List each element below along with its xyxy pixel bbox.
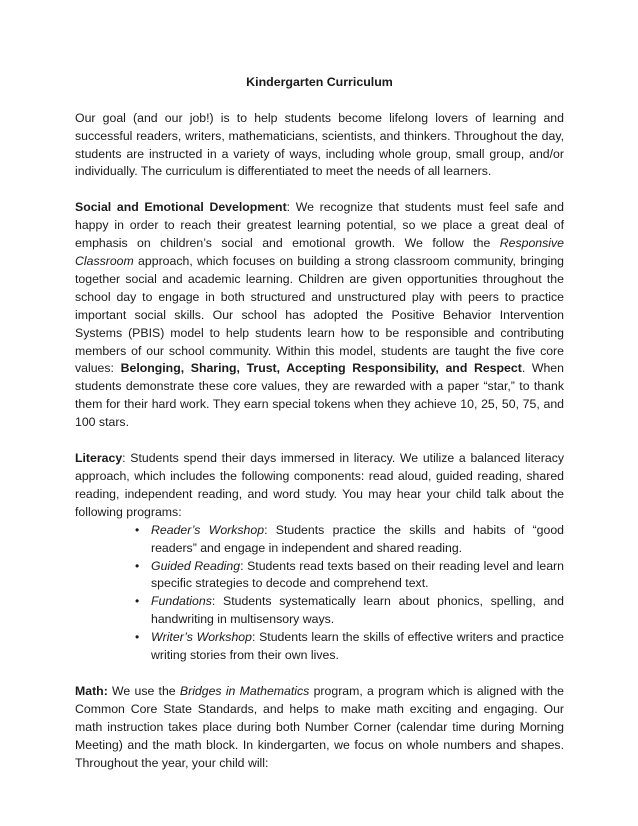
list-item	[135, 558, 564, 594]
bridges-program-term: Bridges in Mathematics	[179, 683, 310, 698]
program-description: : Students practice the skills and habits of “good readers” and engage in independent and shared reading.	[151, 522, 565, 555]
bullet-icon: •	[135, 522, 140, 537]
math-text-1: We use the	[107, 683, 180, 698]
social-emotional-paragraph	[75, 199, 564, 432]
social-text-3: . When students demonstrate these core values, they are rewarded with a paper “star,” to thank them for their hard work. They earn special tokens when they achieve 10, 25, 50, 75, and 100 stars.	[75, 361, 564, 430]
bullet-icon: •	[135, 558, 140, 573]
literacy-paragraph	[75, 450, 564, 522]
program-name: Guided Reading	[151, 558, 241, 573]
math-text-2: program, a program which is aligned with the Common Core State Standards, and helps to make math exciting and engaging. Our math instruction takes place during both Number Corner (calendar time during Morning Meeting) and the math block. In kindergarten, we focus on whole numbers and shapes. Throughout the year, your child will:	[75, 683, 565, 770]
literacy-text: : Students spend their days immersed in literacy. We utilize a balanced literacy approach, which includes the following components: read aloud, guided reading, shared reading, independent reading, and word study. You may hear your child talk about the following programs:	[75, 451, 564, 519]
program-description: : Students learn the skills of effective writers and practice writing stories from their own lives.	[151, 630, 564, 663]
bullet-icon: •	[135, 594, 140, 609]
social-text-1: : We recognize that students must feel safe and happy in order to reach their greatest learning potential, so we place a great deal of emphasis on children’s social and emotional growth. We follow the	[75, 200, 564, 251]
list-item	[135, 593, 564, 629]
responsive-classroom-term: Responsive Classroom	[75, 236, 564, 269]
social-emotional-heading: Social and Emotional Development	[75, 200, 287, 215]
bullet-icon: •	[135, 630, 140, 645]
literacy-program-list	[75, 522, 564, 665]
program-name: Fundations	[151, 594, 212, 609]
core-values: Belonging, Sharing, Trust, Accepting Responsibility, and Respect	[120, 361, 522, 376]
program-name: Writer’s Workshop	[151, 630, 252, 645]
intro-paragraph: Our goal (and our job!) is to help students become lifelong lovers of learning and successful readers, writers, mathematicians, scientists, and thinkers. Throughout the day, students are instructed in a variety of ways, including whole group, small group, and/or individually. The curriculum is differentiated to meet the needs of all learners.	[75, 110, 564, 179]
literacy-heading: Literacy	[75, 451, 123, 466]
social-text-2: approach, which focuses on building a strong classroom community, bringing together social and academic learning. Children are given opportunities throughout the school day to engage in both structured and unstructured play with peers to practice important social skills. Our school has adopted the Positive Behavior Intervention Systems (PBIS) model to help students learn how to be responsible and contributing members of our school community. Within this model, students are taught the five core values:	[75, 254, 564, 376]
program-name: Reader’s Workshop	[151, 522, 265, 537]
program-description: : Students read texts based on their reading level and learn specific strategies to decode and comprehend text.	[151, 558, 564, 591]
program-description: : Students systematically learn about phonics, spelling, and handwriting in multisensory ways.	[151, 594, 564, 627]
list-item	[135, 629, 564, 665]
list-item	[135, 522, 564, 558]
math-heading: Math:	[75, 683, 108, 698]
math-paragraph	[75, 683, 564, 773]
page-title: Kindergarten Curriculum	[246, 75, 393, 89]
